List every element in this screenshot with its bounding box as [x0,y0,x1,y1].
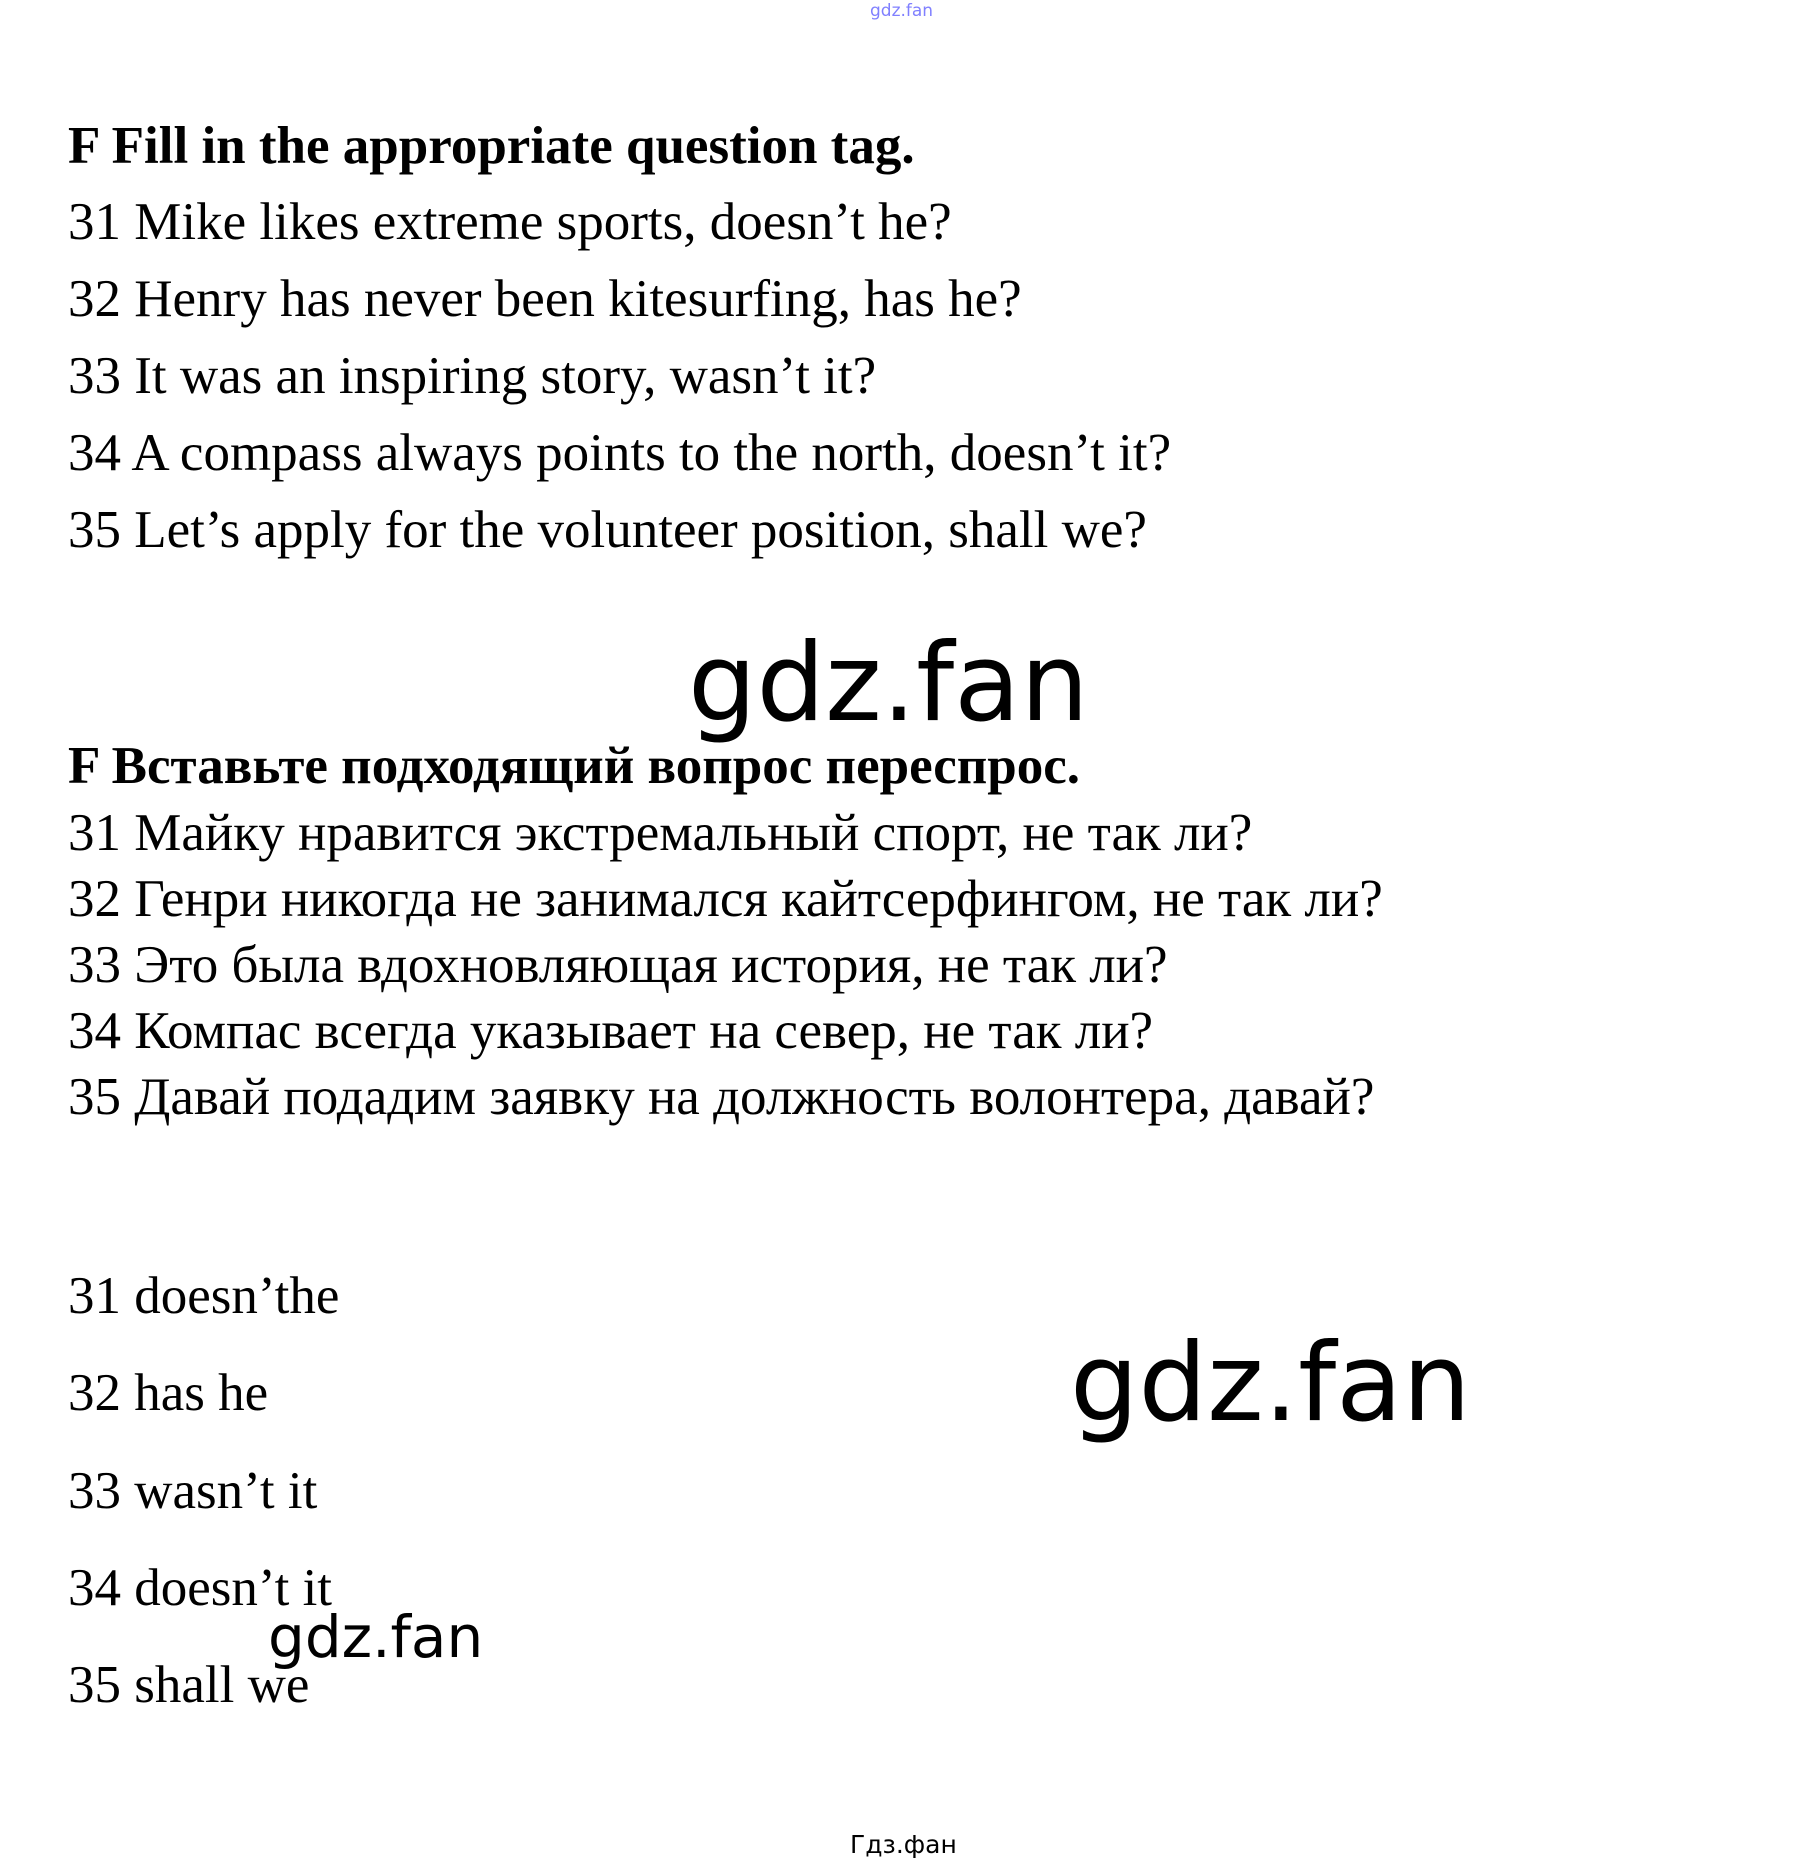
english-item-35: 35 Let’s apply for the volunteer position, shall we? [68,501,1147,559]
russian-item-31: 31 Майку нравится экстремальный спорт, не так ли? [68,804,1253,862]
footer-text: Гдз.фан [850,1830,957,1859]
english-item-34: 34 A compass always points to the north, doesn’t it? [68,424,1172,482]
english-item-31: 31 Mike likes extreme sports, doesn’t he? [68,193,952,251]
russian-title: F Вставьте подходящий вопрос переспрос. [68,737,1081,795]
answer-item-33: 33 wasn’t it [68,1462,318,1520]
answer-item-35: 35 shall we [68,1656,310,1714]
english-title: F Fill in the appropriate question tag. [68,117,915,175]
answer-item-31: 31 doesn’the [68,1267,340,1325]
answer-item-32: 32 has he [68,1364,269,1422]
english-item-33: 33 It was an inspiring story, wasn’t it? [68,347,877,405]
russian-item-34: 34 Компас всегда указывает на север, не так ли? [68,1002,1154,1060]
russian-item-33: 33 Это была вдохновляющая история, не так ли? [68,936,1168,994]
watermark-small: gdz.fan [268,1603,484,1671]
watermark-large-1: gdz.fan [688,621,1089,746]
answer-item-34: 34 doesn’t it [68,1559,333,1617]
russian-item-35: 35 Давай подадим заявку на должность волонтера, давай? [68,1068,1375,1126]
russian-item-32: 32 Генри никогда не занимался кайтсерфингом, не так ли? [68,870,1383,928]
english-item-32: 32 Henry has never been kitesurfing, has he? [68,270,1022,328]
site-mark: gdz.fan [870,1,934,21]
watermark-large-2: gdz.fan [1070,1321,1471,1446]
